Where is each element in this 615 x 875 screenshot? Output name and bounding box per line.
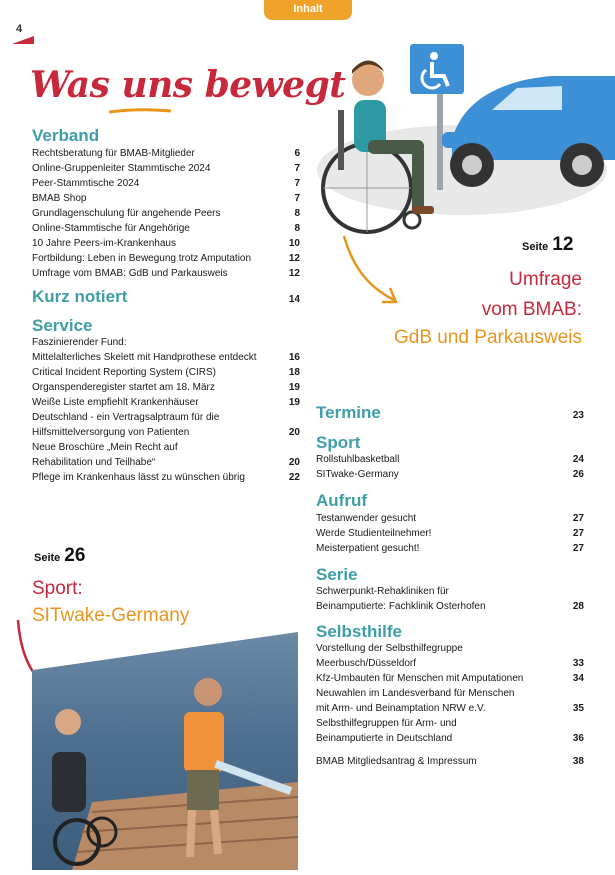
toc-list-selbsthilfe [316, 641, 584, 769]
toc-entry-label: Umfrage vom BMAB: GdB und Parkausweis [32, 268, 228, 279]
toc-entry-label: Neuwahlen im Landesverband für Menschen [316, 688, 515, 699]
toc-page-number: 20 [288, 427, 300, 438]
toc-entry-label: Mittelalterliches Skelett mit Handprothese entdeckt [32, 352, 257, 363]
toc-entry-label: Grundlagenschulung für angehende Peers [32, 208, 221, 219]
toc-page-number: 18 [288, 367, 300, 378]
toc-entry-label: BMAB Shop [32, 193, 87, 204]
toc-page-number: 35 [572, 703, 584, 714]
toc-entry-label: Kfz-Umbauten für Menschen mit Amputationen [316, 673, 524, 684]
seite-label: Seite [34, 552, 61, 564]
seite-label: Seite [522, 241, 549, 253]
toc-entry-label: Rollstuhlbasketball [316, 454, 400, 465]
toc-page-number: 7 [294, 193, 300, 204]
toc-entry-label: Hilfsmittelversorgung von Patienten [32, 427, 190, 438]
toc-entry[interactable] [316, 716, 584, 731]
toc-page-number: 27 [572, 528, 584, 539]
toc-entry[interactable] [32, 236, 300, 251]
toc-entry-label: Beinamputierte: Fachklinik Osterhofen [316, 601, 486, 612]
toc-entry[interactable] [316, 641, 584, 656]
toc-entry[interactable] [32, 365, 300, 380]
toc-entry[interactable] [316, 656, 584, 671]
inhalt-tab[interactable]: Inhalt [264, 0, 352, 20]
toc-entry-label: Werde Studienteilnehmer! [316, 528, 432, 539]
toc-page-number: 6 [294, 148, 300, 159]
toc-entry[interactable] [316, 671, 584, 686]
toc-entry-label: Meisterpatient gesucht! [316, 543, 420, 554]
title-part1: Was [30, 64, 122, 106]
toc-entry-label: Beinamputierte in Deutschland [316, 733, 453, 744]
toc-page-number: 38 [572, 756, 584, 767]
toc-entry-kurz-notiert[interactable] [32, 287, 300, 307]
section-heading-service: Service [32, 316, 93, 335]
toc-entry[interactable] [316, 686, 584, 701]
section-heading-selbsthilfe: Selbsthilfe [316, 622, 402, 641]
page-corner-mark [12, 36, 34, 44]
section-heading-termine: Termine [316, 403, 381, 422]
toc-page-number: 10 [288, 238, 300, 249]
toc-page-number: 34 [572, 673, 584, 684]
feature-12-seite [522, 234, 573, 256]
toc-page-number: 24 [572, 454, 584, 465]
toc-entry-label: Selbsthilfegruppen für Arm- und [316, 718, 457, 729]
toc-page-number: 19 [288, 397, 300, 408]
toc-page-number: 36 [572, 733, 584, 744]
toc-entry[interactable] [32, 176, 300, 191]
feature-12-line1: Umfrage [509, 269, 582, 290]
toc-entry[interactable] [32, 146, 300, 161]
toc-list-sport [316, 452, 584, 482]
sitwake-photo [32, 632, 298, 870]
toc-page-number: 27 [572, 543, 584, 554]
toc-entry-label: Meerbusch/Düsseldorf [316, 658, 417, 669]
toc-entry[interactable] [316, 541, 584, 556]
toc-entry[interactable] [316, 701, 584, 716]
toc-entry[interactable] [316, 599, 584, 614]
toc-entry-label: Peer-Stammtische 2024 [32, 178, 140, 189]
wheelchair-parking-illustration [312, 40, 615, 240]
toc-page-number: 26 [572, 469, 584, 480]
toc-entry[interactable] [32, 410, 300, 425]
toc-entry[interactable] [32, 440, 300, 455]
toc-entry-label: Online-Gruppenleiter Stammtische 2024 [32, 163, 211, 174]
toc-entry-label: Schwerpunkt-Rehakliniken für [316, 586, 449, 597]
toc-entry[interactable] [32, 161, 300, 176]
toc-list-service [32, 335, 300, 485]
toc-entry[interactable] [32, 425, 300, 440]
feature-12-line3: GdB und Parkausweis [394, 327, 582, 348]
toc-entry-label: Vorstellung der Selbsthilfegruppe [316, 643, 463, 654]
section-heading-serie: Serie [316, 565, 358, 584]
toc-entry-label: BMAB Mitgliedsantrag & Impressum [316, 756, 477, 767]
seite-number: 26 [64, 545, 86, 566]
title-part2: uns [121, 64, 193, 106]
page-number: 4 [16, 23, 23, 35]
toc-entry-label: Rechtsberatung für BMAB-Mitglieder [32, 148, 195, 159]
seite-number: 12 [552, 234, 574, 255]
feature-26-line2: SITwake-Germany [32, 605, 190, 626]
toc-page-number: 7 [294, 178, 300, 189]
toc-entry[interactable] [32, 350, 300, 365]
toc-page-number: 8 [294, 208, 300, 219]
section-heading-aufruf: Aufruf [316, 491, 367, 510]
toc-entry[interactable] [32, 470, 300, 485]
toc-list-verband [32, 146, 300, 281]
toc-entry[interactable] [32, 335, 300, 350]
toc-entry[interactable] [32, 221, 300, 236]
section-heading-kurz: Kurz notiert [32, 287, 128, 306]
section-heading-verband: Verband [32, 126, 100, 145]
toc-page-number: 23 [572, 410, 584, 421]
toc-entry-label: Organspenderegister startet am 18. März [32, 382, 215, 393]
toc-entry-label: mit Arm- und Beinamptation NRW e.V. [316, 703, 486, 714]
toc-entry[interactable] [316, 511, 584, 526]
toc-page-number: 22 [288, 472, 300, 483]
toc-entry[interactable] [316, 452, 584, 467]
toc-entry[interactable] [32, 251, 300, 266]
toc-entry-label: Online-Stammtische für Angehörige [32, 223, 190, 234]
toc-entry-label: Weiße Liste empfiehlt Krankenhäuser [32, 397, 199, 408]
section-heading-sport: Sport [316, 433, 361, 452]
feature-26-seite [34, 545, 85, 567]
toc-page-number: 19 [288, 382, 300, 393]
toc-page-number: 14 [288, 294, 300, 305]
toc-entry[interactable] [32, 206, 300, 221]
toc-page-number: 27 [572, 513, 584, 524]
feature-12-line2: vom BMAB: [481, 299, 582, 320]
toc-page-number: 33 [572, 658, 584, 669]
toc-entry-label: Pflege im Krankenhaus lässt zu wünschen übrig [32, 472, 245, 483]
toc-entry-label: 10 Jahre Peers-im-Krankenhaus [32, 238, 176, 249]
toc-entry-label: Rehabilitation und Teilhabe“ [32, 457, 156, 468]
toc-entry[interactable] [32, 455, 300, 470]
toc-entry[interactable] [316, 731, 584, 746]
toc-entry-label: Neue Broschüre „Mein Recht auf [32, 442, 178, 453]
toc-entry[interactable] [32, 266, 300, 281]
toc-entry-label: Faszinierender Fund: [32, 337, 127, 348]
toc-entry-termine[interactable] [316, 403, 584, 423]
toc-page-number: 7 [294, 163, 300, 174]
feature-26-line1: Sport: [32, 578, 83, 599]
toc-list-aufruf [316, 511, 584, 556]
toc-entry[interactable] [32, 395, 300, 410]
toc-list-serie [316, 584, 584, 614]
title-underline [108, 108, 172, 114]
title-part3: bewegt [192, 64, 346, 106]
toc-entry[interactable] [316, 584, 584, 599]
toc-entry[interactable] [32, 380, 300, 395]
toc-entry-label: Fortbildung: Leben in Bewegung trotz Amputation [32, 253, 252, 264]
toc-page-number: 28 [572, 601, 584, 612]
toc-entry-label: Deutschland - ein Vertragsalptraum für die [32, 412, 220, 423]
toc-entry-label: SITwake-Germany [316, 469, 399, 480]
toc-page-number: 12 [288, 268, 300, 279]
toc-entry-label: Testanwender gesucht [316, 513, 417, 524]
toc-page-number: 20 [288, 457, 300, 468]
toc-entry-label: Critical Incident Reporting System (CIRS) [32, 367, 216, 378]
toc-entry[interactable] [316, 754, 584, 769]
toc-entry[interactable] [316, 746, 584, 754]
toc-page-number: 8 [294, 223, 300, 234]
toc-entry[interactable] [316, 467, 584, 482]
toc-entry[interactable] [32, 191, 300, 206]
toc-page-number: 16 [288, 352, 300, 363]
page-title [30, 64, 345, 106]
toc-page-number: 12 [288, 253, 300, 264]
toc-entry[interactable] [316, 526, 584, 541]
